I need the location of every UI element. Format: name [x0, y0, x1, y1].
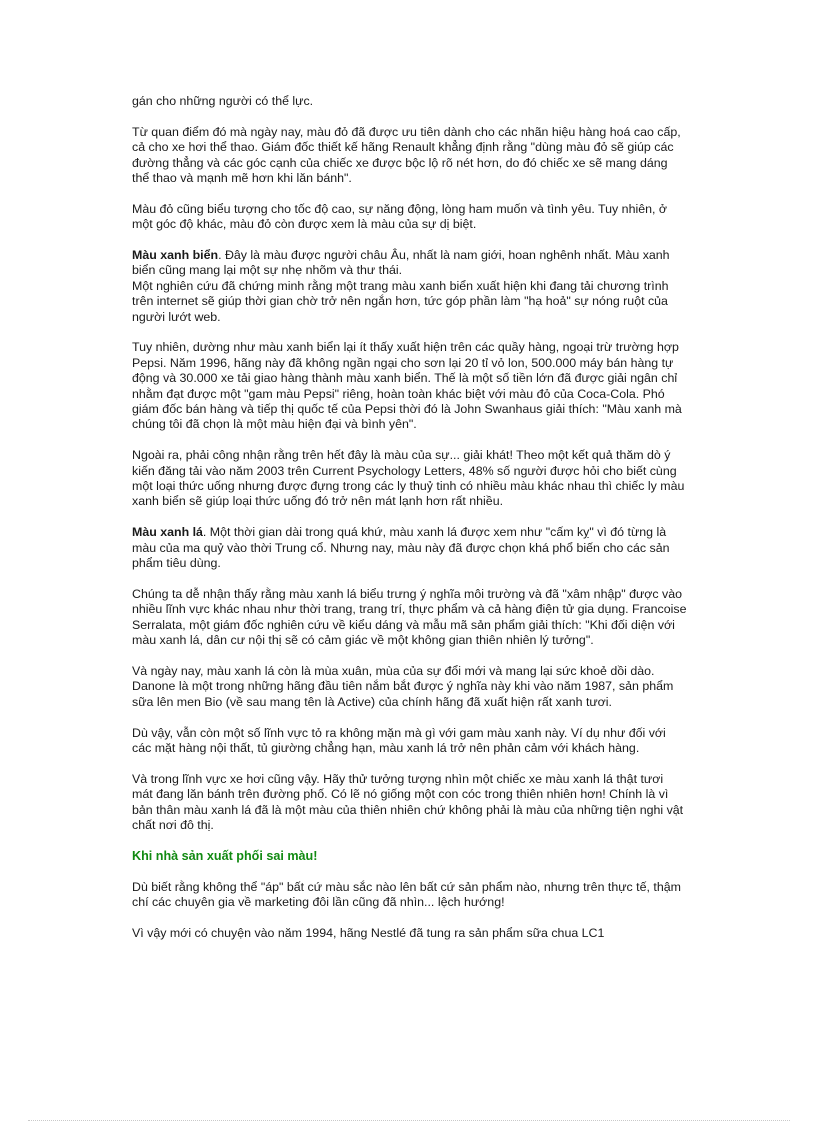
- paragraph-green-spring: Và ngày nay, màu xanh lá còn là mùa xuân, mùa của sự đổi mới và mang lại sức khoẻ dồi dào. Danone là một trong những hãng đầu tiên nắm bắt được ý nghĩa này khi vào năm 1987, sản phẩm sữa lên men Bio (về sau mang tên là Active) của chính hãng đã xuất hiện rất xanh tươi.: [132, 663, 674, 709]
- paragraph-red-luxury: Từ quan điểm đó mà ngày nay, màu đỏ đã được ưu tiên dành cho các nhãn hiệu hàng hoá cao cấp, cả cho xe hơi thể thao. Giám đốc thiết kế hãng Renault khẳng định rằng "dùng màu đỏ sẽ giúp các đường thẳng và các góc cạnh của chiếc xe được bộc lộ rõ nét hơn, do đó chiếc xe sẽ mang dáng thể thao và mạnh mẽ hơn khi lăn bánh".: [132, 124, 681, 186]
- paragraph-green-environment: Chúng ta dễ nhận thấy rằng màu xanh lá biểu trưng ý nghĩa môi trường và đã "xâm nhập" được vào nhiều lĩnh vực khác nhau như thời trang, trang trí, thực phẩm và cả hàng điện tử gia dụng. Francoise Serralata, một giám đốc nghiên cứu về kiểu dáng và mẫu mã sản phẩm giải thích: "Khi đối diện với màu xanh lá, dân cư nội thị sẽ có cảm giác về một không gian thiên nhiên lý tưởng".: [132, 586, 687, 648]
- paragraph-red-strength: gán cho những người có thể lực.: [132, 94, 314, 108]
- page-bottom-divider: [28, 1120, 790, 1121]
- paragraph-nestle: Vì vậy mới có chuyện vào năm 1994, hãng Nestlé đã tung ra sản phẩm sữa chua LC1: [132, 925, 605, 940]
- term-green: Màu xanh lá: [132, 525, 203, 540]
- article-body: [132, 94, 687, 957]
- paragraph-blue-research: Một nghiên cứu đã chứng minh rằng một trang màu xanh biển xuất hiện khi đang tải chương trình trên internet sẽ giúp thời gian chờ trở nên ngắn hơn, tức góp phần làm "hạ hoả" sự nóng ruột của người lướt web.: [132, 278, 669, 324]
- paragraph-red-symbol: Màu đỏ cũng biểu tượng cho tốc độ cao, sự năng động, lòng ham muốn và tình yêu. Tuy nhiên, ở một góc độ khác, màu đỏ còn được xem là màu của sự dị biệt.: [132, 201, 667, 232]
- paragraph-blue-intro: [132, 248, 687, 279]
- section-heading: Khi nhà sản xuất phối sai màu!: [132, 848, 318, 863]
- paragraph-blue-intro-text: . Đây là màu được người châu Âu, nhất là nam giới, hoan nghênh nhất. Màu xanh biển cũng mang lại một sự nhẹ nhõm và thư thái.: [132, 248, 670, 278]
- paragraph-wrong-colors: Dù biết rằng không thể "áp" bất cứ màu sắc nào lên bất cứ sản phẩm nào, nhưng trên thực tế, thậm chí các chuyên gia về marketing đôi lần cũng đã nhìn... lệch hướng!: [132, 879, 681, 909]
- paragraph-green-intro: [132, 525, 687, 571]
- paragraph-blue-refresh: Ngoài ra, phải công nhận rằng trên hết đây là màu của sự... giải khát! Theo một kết quả thăm dò ý kiến đăng tải vào năm 2003 trên Current Psychology Letters, 48% số người được hỏi cho biết cùng một loại thức uống nhưng được đựng trong các ly thuỷ tinh có nhiều màu khác nhau thì chiếc ly màu xanh biển sẽ giúp loại thức uống đó trở nên mát lạnh hơn rất nhiều.: [132, 448, 685, 509]
- paragraph-green-furniture: Dù vậy, vẫn còn một số lĩnh vực tỏ ra không mặn mà gì với gam màu xanh này. Ví dụ như đối với các mặt hàng nội thất, tủ giường chẳng hạn, màu xanh lá trở nên phản cảm với khách hàng.: [132, 725, 666, 755]
- term-blue: Màu xanh biển: [132, 248, 219, 263]
- paragraph-green-cars: Và trong lĩnh vực xe hơi cũng vậy. Hãy thử tưởng tượng nhìn một chiếc xe màu xanh lá thật tươi mát đang lăn bánh trên đường phố. Có lẽ nó giống một con cóc trong thiên nhiên hơn! Chính là vì bản thân màu xanh lá đã là một màu của thiên nhiên chứ không phải là màu của những tiện nghi vật chất nơi đô thị.: [132, 771, 684, 832]
- paragraph-green-intro-text: . Một thời gian dài trong quá khứ, màu xanh lá được xem như "cấm kỵ" vì đó từng là màu của ma quỷ vào thời Trung cổ. Nhưng nay, màu này đã được chọn khá phổ biến cho các sản phẩm tiêu dùng.: [132, 525, 670, 571]
- paragraph-blue-pepsi: Tuy nhiên, dường như màu xanh biển lại ít thấy xuất hiện trên các quầy hàng, ngoại trừ trường hợp Pepsi. Năm 1996, hãng này đã không ngần ngại cho sơn lại 20 tỉ vỏ lon, 500.000 máy bán hàng tự động và 30.000 xe tải giao hàng thành màu xanh biển. Thế là một số tiền lớn đã được giải ngân chỉ nhằm đạt được một "gam màu Pepsi" riêng, hoàn toàn khác biệt với màu đỏ của Coca-Cola. Phó giám đốc bán hàng và tiếp thị quốc tế của Pepsi thời đó là John Swanhaus giải thích: "Màu xanh mà chúng tôi đã chọn là một màu hiện đại và bình yên".: [132, 340, 682, 432]
